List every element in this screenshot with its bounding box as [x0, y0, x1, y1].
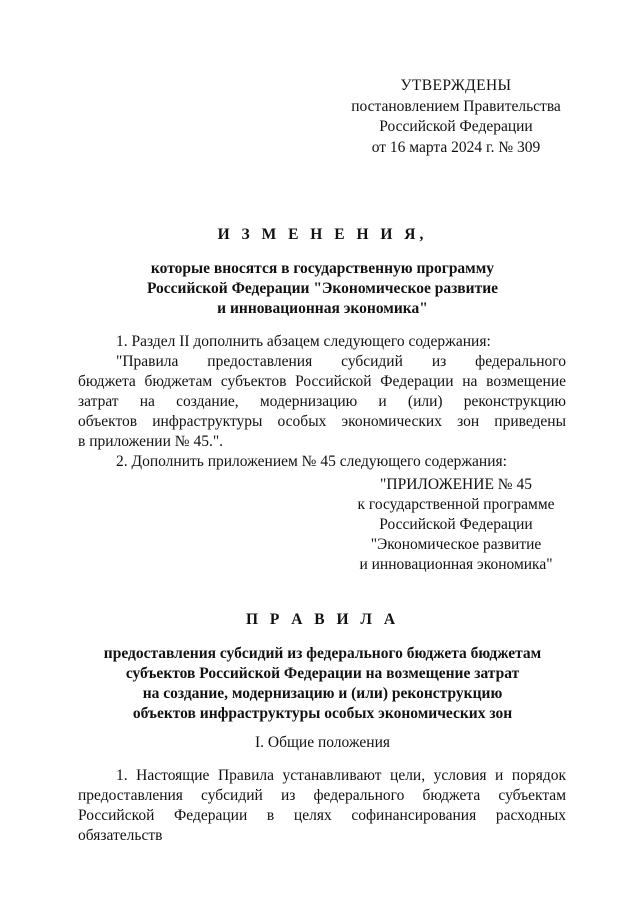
rules-title-block: [80, 610, 565, 724]
appendix-line-5: и инновационная экономика": [359, 556, 553, 573]
rules-subtitle-line-4: объектов инфраструктуры особых экономических зон: [132, 705, 513, 722]
rule-1-line-3: Российской Федерации в целях софинансирования расходных обязательств: [78, 807, 566, 844]
changes-heading: И З М Е Н Е Н И Я,: [217, 226, 428, 243]
approval-heading: УТВЕРЖДЕНЫ: [400, 77, 512, 94]
item-1-line-4: затрат на создание, модернизацию и (или) реконструкцию: [78, 393, 566, 410]
changes-subtitle-line-1: которые вносятся в государственную программу: [150, 260, 495, 277]
item-1-line-5: объектов инфраструктуры особых экономических зон приведены: [78, 413, 566, 430]
item-1-line-1: 1. Раздел II дополнить абзацем следующего содержания:: [116, 333, 491, 350]
item-1-line-6: в приложении № 45.".: [78, 433, 224, 450]
rules-subtitle-line-2: субъектов Российской Федерации на возмещение затрат: [125, 665, 520, 682]
approval-line-3: от 16 марта 2024 г. № 309: [371, 138, 541, 156]
rules-subtitle-line-1: предоставления субсидий из федерального бюджета бюджетам: [103, 645, 542, 662]
rules-subtitle-line-3: на создание, модернизацию и (или) реконструкцию: [142, 685, 503, 702]
item-2-line-1: 2. Дополнить приложением № 45 следующего содержания:: [116, 453, 507, 470]
appendix-line-2: к государственной программе: [357, 496, 555, 513]
appendix-block: [338, 475, 574, 575]
appendix-line-3: Российской Федерации: [379, 516, 533, 533]
item-1-line-2: "Правила предоставления субсидий из федерального: [116, 353, 566, 370]
rule-1-line-1: 1. Настоящие Правила устанавливают цели, условия и порядок: [116, 767, 566, 784]
rules-heading: П Р А В И Л А: [245, 611, 400, 628]
changes-title-block: [80, 225, 565, 319]
item-1-line-3: бюджета бюджетам субъектов Российской Федерации на возмещение: [78, 373, 566, 390]
approval-line-2: Российской Федерации: [379, 118, 533, 135]
appendix-line-1: "ПРИЛОЖЕНИЕ № 45: [380, 476, 532, 493]
approval-line-1: постановлением Правительства: [351, 97, 561, 115]
rule-1-line-2: предоставления субсидий из федерального бюджета субъектам: [78, 787, 566, 804]
changes-subtitle-line-3: и инновационная экономика": [217, 300, 428, 317]
changes-subtitle-line-2: Российской Федерации "Экономическое развитие: [146, 280, 499, 297]
section-1-heading: I. Общие положения: [254, 734, 391, 751]
approval-block: [338, 76, 574, 158]
appendix-line-4: "Экономическое развитие: [370, 536, 542, 553]
